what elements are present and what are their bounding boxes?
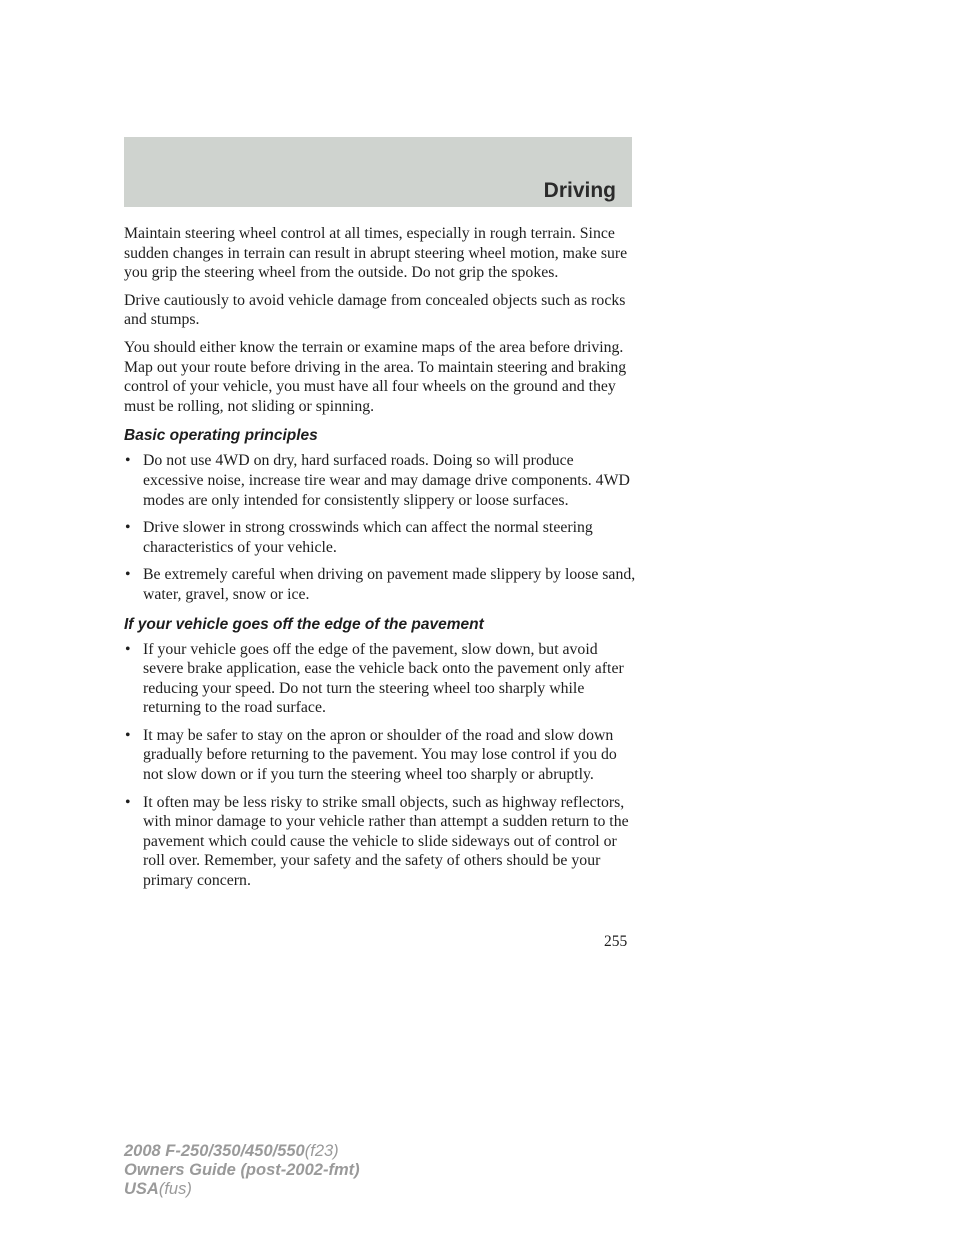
list-item [124,640,638,718]
footer-model-code: (f23) [304,1142,339,1160]
bullet-icon: • [125,519,131,537]
footer-guide: Owners Guide (post-2002-fmt) [124,1161,360,1179]
bullet-list-off-pavement [124,640,638,891]
list-item-text: Drive slower in strong crosswinds which can affect the normal steering characteristics of your vehicle. [143,519,593,556]
footer-market-code: (fus) [158,1180,192,1198]
bullet-list-basic-operating-principles [124,451,638,604]
footer-model: 2008 F-250/350/450/550 [124,1142,305,1160]
bullet-icon: • [125,640,131,658]
list-item [124,451,638,510]
list-item-text: It often may be less risky to strike small objects, such as highway reflectors, with minor damage to your vehicle rather than attempt a sudden return to the pavement which could cause the vehicle to slide sideways out of control or roll over. Remember, your safety and the safety of others should be your primary concern. [143,793,629,890]
page-content [124,224,638,899]
section-title: Driving [543,179,616,202]
list-item [124,518,638,557]
list-item [124,726,638,785]
footer-market: USA [124,1180,159,1198]
paragraph: Maintain steering wheel control at all times, especially in rough terrain. Since sudden changes in terrain can result in abrupt steering wheel motion, make sure you grip the steering wheel from the outside. Do not grip the spokes. [124,225,628,282]
page-number: 255 [604,933,628,950]
list-item [124,565,638,604]
footer-line-model [124,1142,360,1161]
paragraph: Drive cautiously to avoid vehicle damage from concealed objects such as rocks and stumps. [124,291,626,329]
section-header-band [124,137,632,207]
bullet-icon: • [125,566,131,584]
bullet-icon: • [125,726,131,744]
section-heading-basic-operating-principles: Basic operating principles [124,427,318,445]
list-item-text: If your vehicle goes off the edge of the pavement, slow down, but avoid severe brake application, ease the vehicle back onto the pavement only after reducing your speed. Do not turn the steering wheel too sharply while returning to the road surface. [143,640,624,717]
paragraph: You should either know the terrain or examine maps of the area before driving. Map out your route before driving in the area. To maintain steering and braking control of your vehicle, you must have all four wheels on the ground and they must be rolling, not sliding or spinning. [124,338,627,415]
list-item [124,793,638,891]
bullet-icon: • [125,793,131,811]
document-footer [124,1142,360,1199]
list-item-text: Be extremely careful when driving on pavement made slippery by loose sand, water, gravel, snow or ice. [143,566,636,603]
footer-line-guide [124,1161,360,1180]
list-item-text: It may be safer to stay on the apron or shoulder of the road and slow down gradually before returning to the pavement. You may lose control if you do not slow down or if you turn the steering wheel too sharply or abruptly. [143,726,617,784]
section-heading-off-pavement: If your vehicle goes off the edge of the pavement [124,615,484,633]
footer-line-market [124,1180,360,1199]
bullet-icon: • [125,452,131,470]
list-item-text: Do not use 4WD on dry, hard surfaced roads. Doing so will produce excessive noise, increase tire wear and may damage drive components. 4WD modes are only intended for consistently slippery or loose surfaces. [143,452,630,509]
